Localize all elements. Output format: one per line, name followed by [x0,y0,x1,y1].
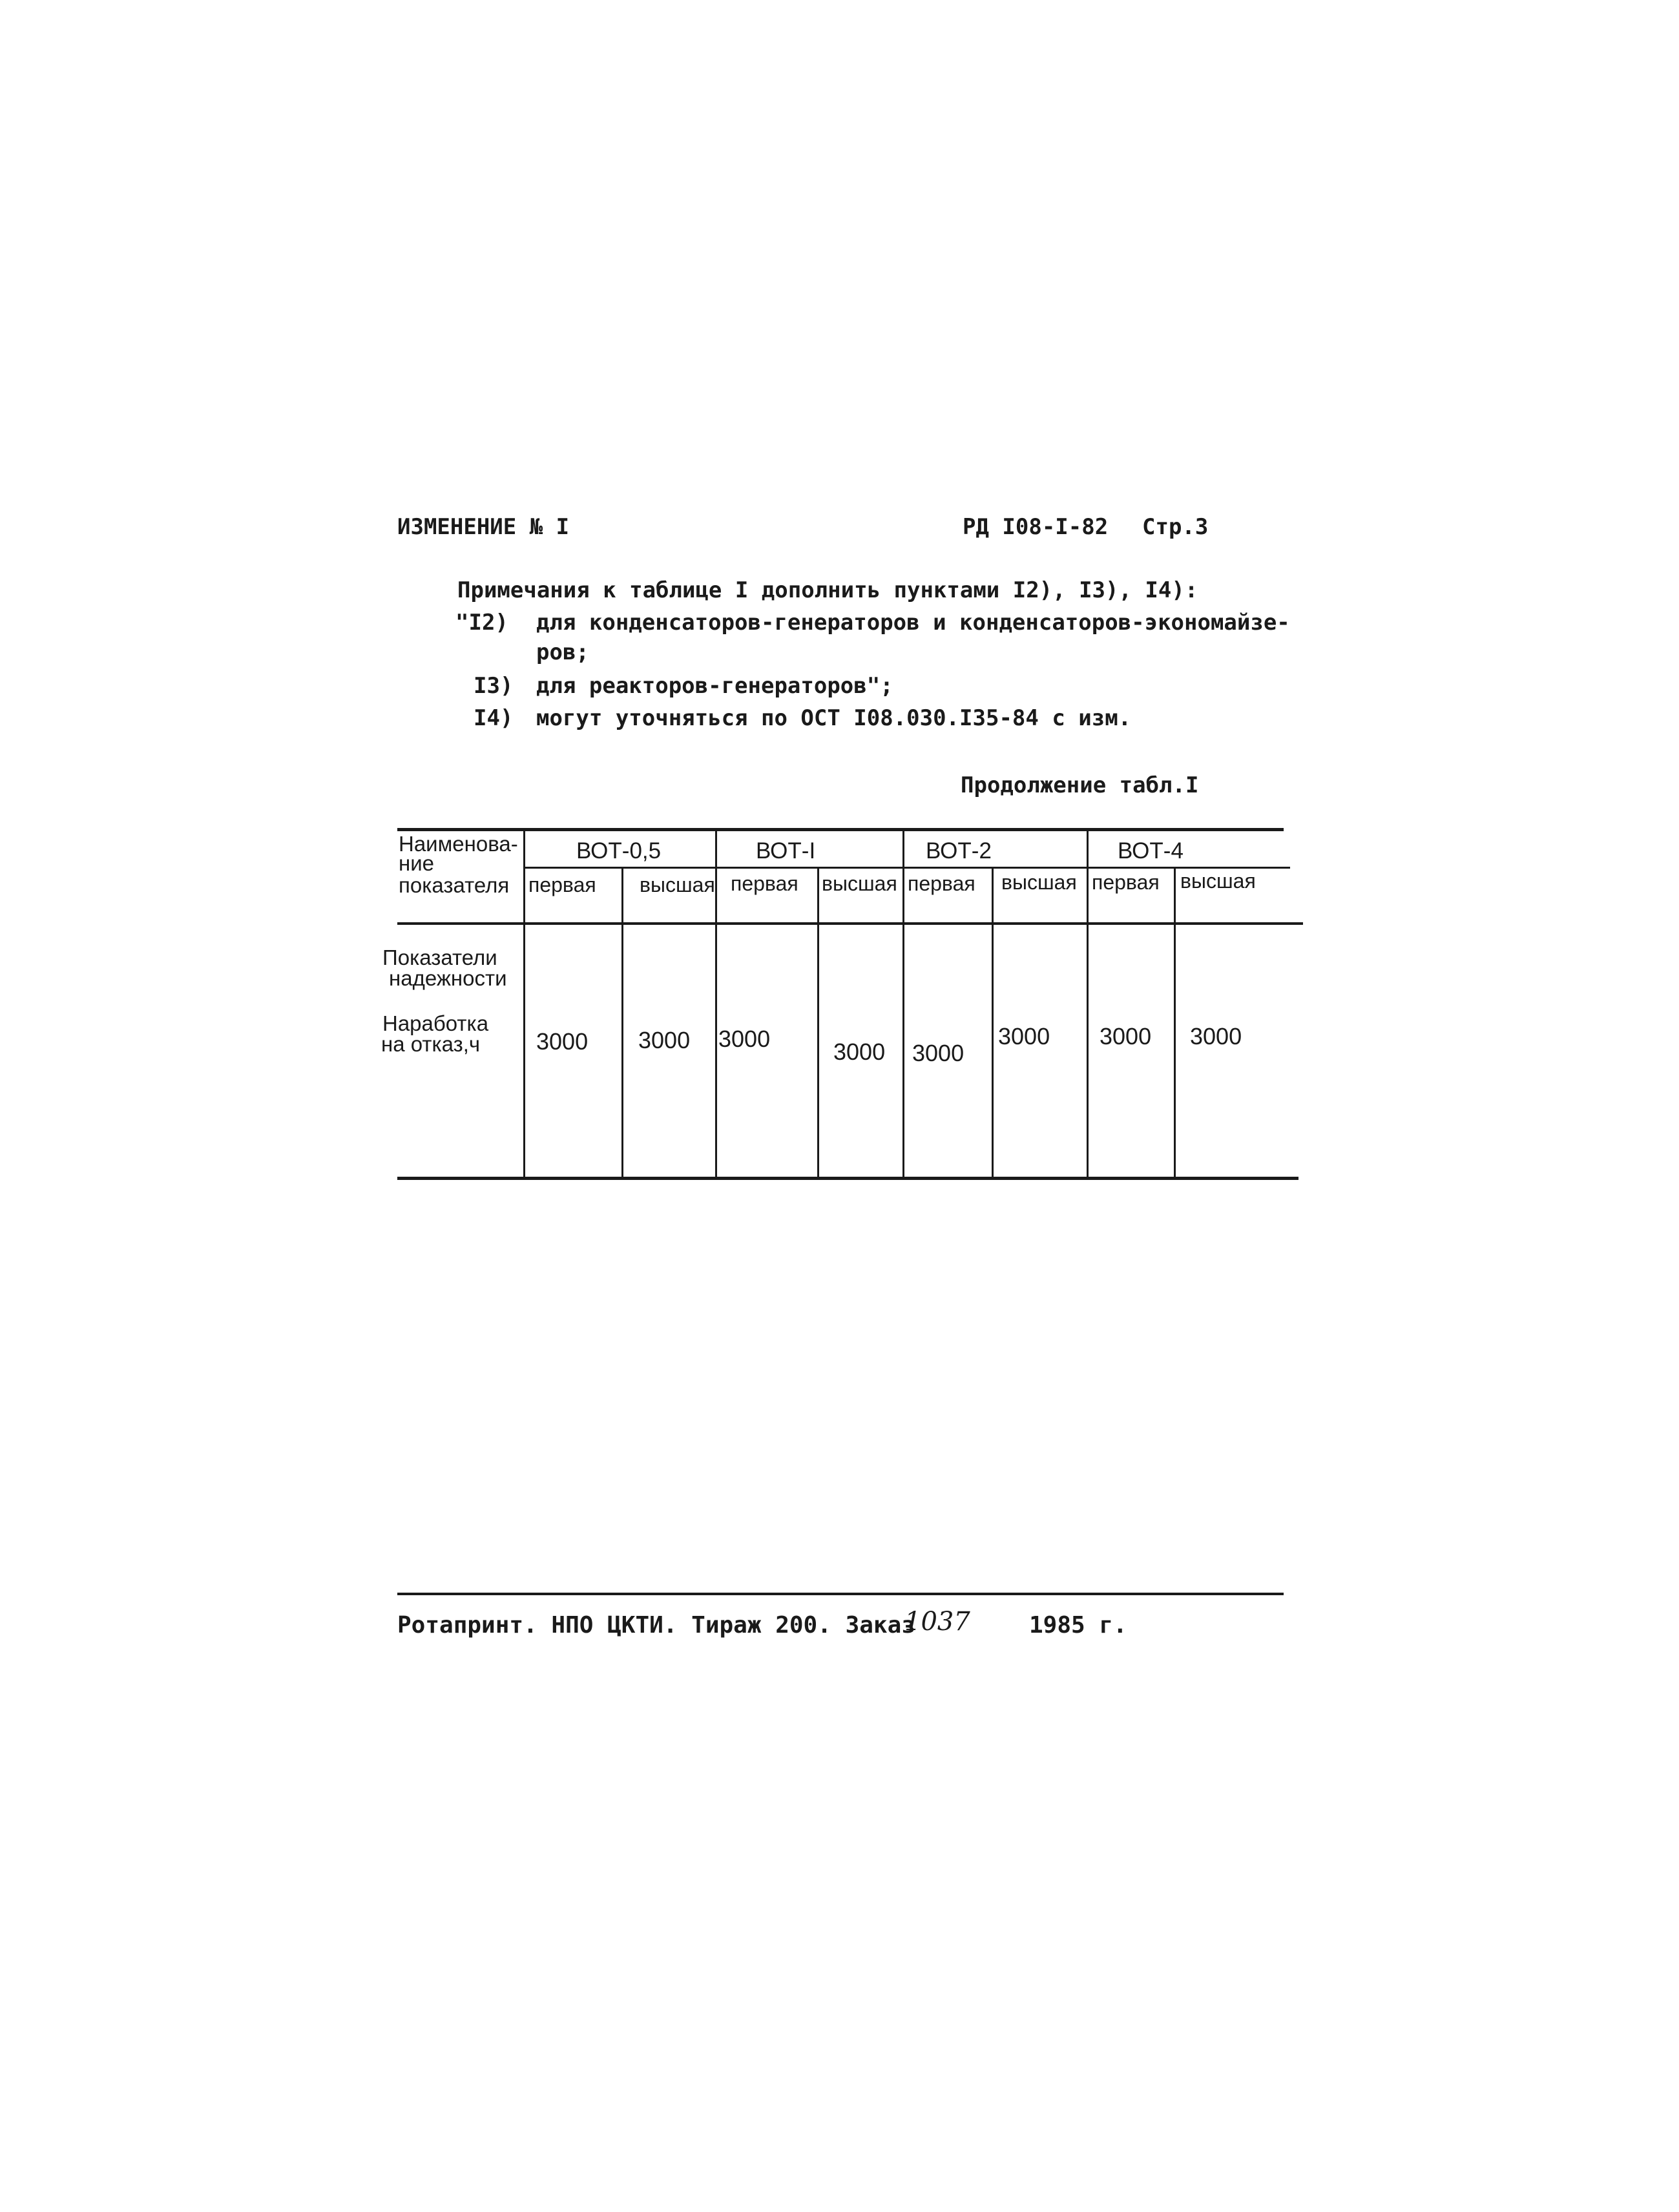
table-caption: Продолжение табл.I [961,772,1199,798]
subheader-first: первая [528,873,596,896]
column-divider [1174,868,1176,1179]
note-12-text: для конденсаторов-генераторов и конденсаторов-экономайзе- [536,610,1290,636]
subheader-first: первая [1092,871,1160,894]
column-divider [992,868,994,1179]
note-12-number: "I2) [455,610,508,636]
column-divider [523,828,525,1179]
value-cell: 3000 [1100,1023,1152,1049]
value-cell: 3000 [833,1039,886,1065]
subheader-highest: высшая [822,872,897,895]
value-cell: 3000 [638,1027,691,1053]
value-cell: 3000 [718,1026,771,1052]
note-12-continuation: ров; [536,639,589,665]
group-header-vot-2: ВОТ-2 [926,838,992,863]
column-divider [1087,829,1089,1179]
name-header-line3: показателя [399,873,510,897]
table-bottom-rule [397,1177,1298,1180]
subheader-highest: высшая [640,873,715,896]
subheader-first: первая [908,872,975,895]
row-label-line1: Наработка [382,1011,489,1035]
footer-year: 1985 г. [1029,1612,1127,1638]
name-header-line1: Наименова- [399,832,518,856]
table-top-rule [397,828,1284,831]
document-number: РД I08-I-82 [963,514,1109,540]
value-cell: 3000 [1190,1023,1242,1049]
column-divider [902,829,904,1179]
subheader-highest: высшая [1001,871,1077,894]
footer-rule [397,1593,1284,1595]
group-header-vot-4: ВОТ-4 [1118,838,1184,863]
row-group-line1: Показатели [382,946,497,969]
value-cell: 3000 [536,1028,589,1055]
footer-imprint: Ротапринт. НПО ЦКТИ. Тираж 200. Заказ [397,1612,915,1638]
note-14-text: могут уточняться по ОСТ I08.030.I35-84 с изм. [536,705,1132,731]
group-header-vot-1: ВОТ-I [756,838,816,863]
group-header-vot-05: ВОТ-0,5 [576,838,662,863]
note-13-number: I3) [474,673,514,699]
name-header-line2: ние [399,851,435,875]
column-divider [621,868,623,1179]
note-14-number: I4) [474,705,514,731]
subheader-highest: высшая [1180,869,1256,893]
row-label-line2: на отказ,ч [381,1032,481,1056]
note-13-text: для реакторов-генераторов"; [536,673,893,699]
notes-intro: Примечания к таблице I дополнить пунктами I2), I3), I4): [457,577,1198,603]
value-cell: 3000 [912,1040,965,1066]
page-number: Стр.3 [1142,514,1209,540]
footer-order-number: 1037 [904,1607,970,1637]
table-header-rule [397,922,1303,925]
column-divider [817,868,819,1179]
revision-label: ИЗМЕНЕНИЕ № I [397,514,570,540]
column-divider [715,829,717,1179]
subheader-first: первая [731,872,798,895]
value-cell: 3000 [998,1023,1050,1049]
row-group-line2: надежности [389,966,507,990]
